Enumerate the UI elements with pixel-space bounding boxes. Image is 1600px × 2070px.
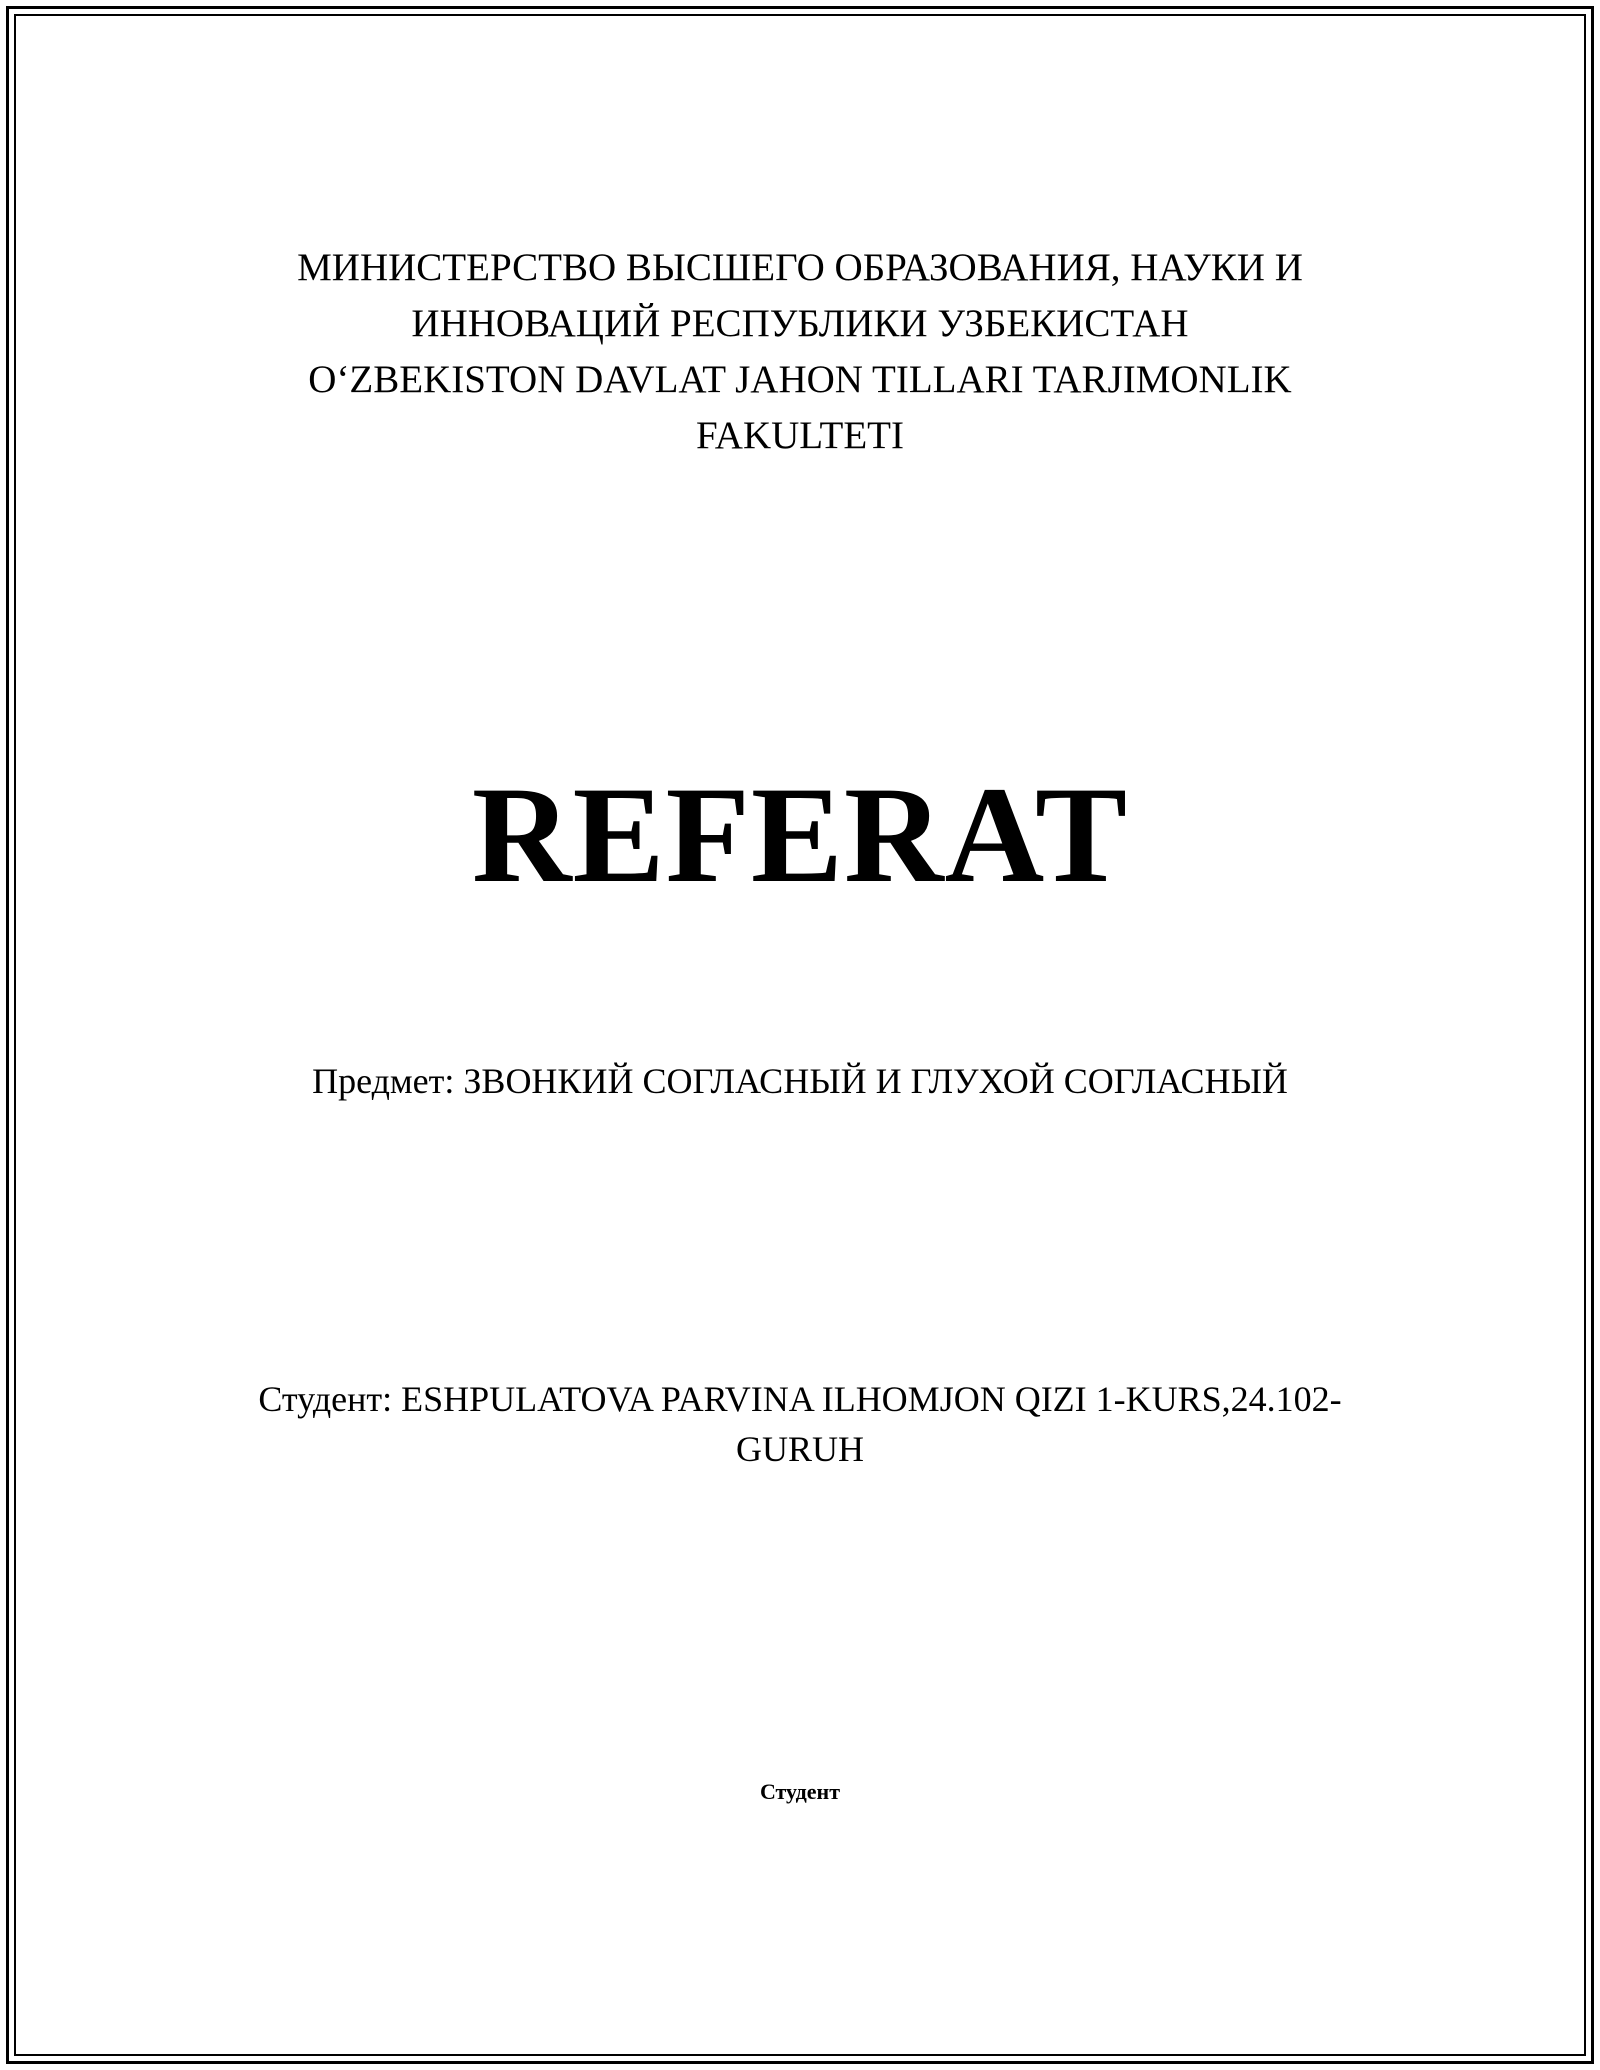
header-line-4: FAKULTETI: [696, 414, 904, 457]
student-line-1: Студент: ESHPULATOVA PARVINA ILHOMJON QIZI 1-KURS,24.102-: [258, 1379, 1342, 1419]
footer-student-label: Студент: [759, 1779, 841, 1804]
document-title: REFERAT: [471, 758, 1129, 911]
header-line-3: O‘ZBEKISTON DAVLAT JAHON TILLARI TARJIMONLIK: [308, 358, 1292, 401]
student-line-2: GURUH: [735, 1429, 864, 1469]
subject-line: Предмет: ЗВОНКИЙ СОГЛАСНЫЙ И ГЛУХОЙ СОГЛАСНЫЙ: [312, 1061, 1288, 1101]
header-line-1: МИНИСТЕРСТВО ВЫСШЕГО ОБРАЗОВАНИЯ, НАУКИ И: [297, 246, 1303, 289]
student-info: [0, 1374, 1600, 1474]
header-line-2: ИННОВАЦИЙ РЕСПУБЛИКИ УЗБЕКИСТАН: [411, 302, 1189, 345]
institution-header: [0, 240, 1600, 464]
